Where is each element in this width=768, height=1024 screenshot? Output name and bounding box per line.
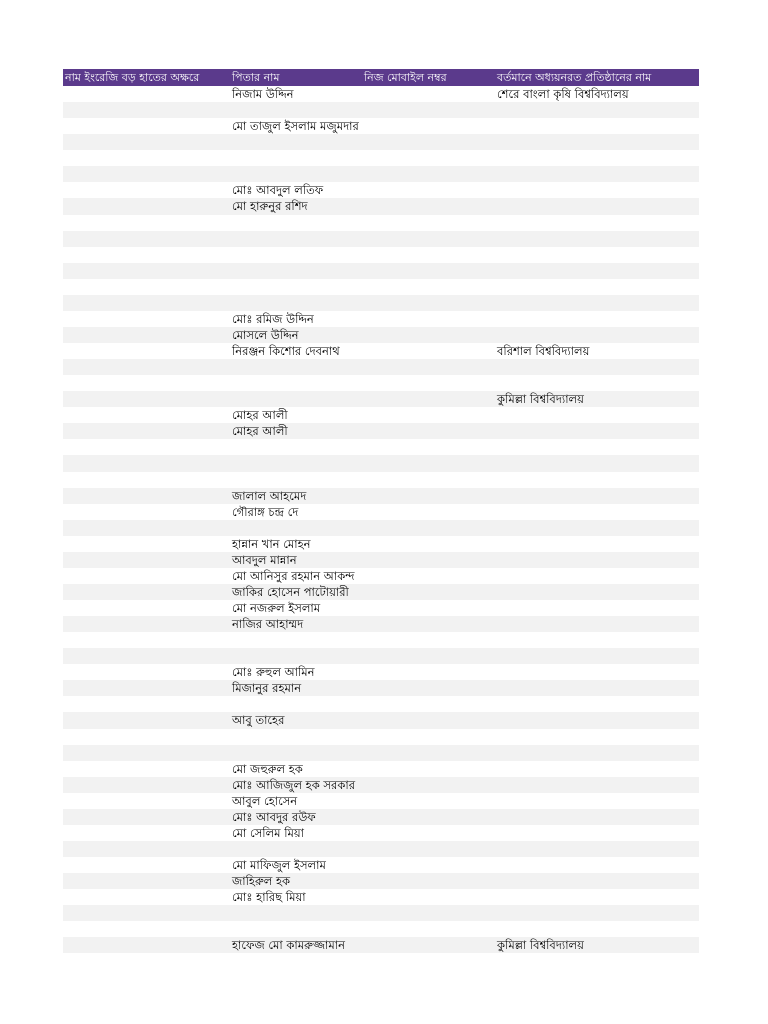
cell-father-name[interactable]: [230, 439, 362, 455]
cell-institution[interactable]: [495, 327, 699, 343]
cell-father-name[interactable]: হান্নান খান মোহন: [232, 536, 311, 551]
cell-father-name[interactable]: মোহর আলী: [232, 408, 288, 423]
cell-father-name[interactable]: [230, 247, 362, 263]
cell-institution[interactable]: [495, 215, 699, 231]
cell-institution[interactable]: [495, 889, 699, 905]
cell-father-name[interactable]: মো হারুনুর রশিদ: [232, 199, 308, 214]
cell-institution[interactable]: [495, 504, 699, 520]
cell-father-name[interactable]: মোহর আলী: [232, 424, 288, 439]
cell-institution[interactable]: [495, 455, 699, 471]
header-mobile-number[interactable]: নিজ মোবাইল নম্বর: [364, 71, 447, 84]
cell-mobile-number[interactable]: [362, 745, 495, 761]
cell-father-name[interactable]: মো আনিসুর রহমান আকন্দ: [232, 568, 355, 583]
cell-institution[interactable]: [495, 664, 699, 680]
cell-father-name[interactable]: [230, 520, 362, 536]
cell-mobile-number[interactable]: [362, 295, 495, 311]
table-row: [63, 423, 699, 439]
table-row: [63, 921, 699, 937]
cell-institution[interactable]: [495, 263, 699, 279]
cell-mobile-number[interactable]: [362, 504, 495, 520]
cell-mobile-number[interactable]: [362, 198, 495, 214]
cell-institution[interactable]: শেরে বাংলা কৃষি বিশ্ববিদ্যালয়: [497, 87, 629, 101]
cell-institution[interactable]: [495, 536, 699, 552]
cell-mobile-number[interactable]: [362, 231, 495, 247]
cell-father-name[interactable]: মো মাফিজুল ইসলাম: [232, 858, 326, 872]
table-row: [63, 118, 699, 134]
cell-mobile-number[interactable]: [362, 86, 495, 102]
cell-name-english[interactable]: [63, 616, 230, 632]
table-row: [63, 295, 699, 311]
cell-name-english[interactable]: [63, 311, 230, 327]
cell-institution[interactable]: [495, 680, 699, 696]
cell-institution[interactable]: [495, 439, 699, 455]
cell-mobile-number[interactable]: [362, 584, 495, 600]
table-row: [63, 134, 699, 150]
cell-mobile-number[interactable]: [362, 134, 495, 150]
cell-institution[interactable]: [495, 472, 699, 488]
cell-institution[interactable]: [495, 247, 699, 263]
cell-mobile-number[interactable]: [362, 552, 495, 568]
cell-institution[interactable]: [495, 423, 699, 439]
cell-name-english[interactable]: [63, 247, 230, 263]
cell-name-english[interactable]: [63, 343, 230, 359]
table-row: [63, 198, 699, 214]
cell-mobile-number[interactable]: [362, 439, 495, 455]
cell-father-name[interactable]: [230, 359, 362, 375]
cell-mobile-number[interactable]: [362, 375, 495, 391]
cell-institution[interactable]: [495, 696, 699, 712]
cell-name-english[interactable]: [63, 696, 230, 712]
cell-mobile-number[interactable]: [362, 600, 495, 616]
cell-mobile-number[interactable]: [362, 247, 495, 263]
cell-institution[interactable]: [495, 761, 699, 777]
cell-institution[interactable]: [495, 616, 699, 632]
table-row: [63, 327, 699, 343]
cell-mobile-number[interactable]: [362, 215, 495, 231]
cell-mobile-number[interactable]: [362, 327, 495, 343]
cell-institution[interactable]: কুমিল্লা বিশ্ববিদ্যালয়: [497, 392, 584, 407]
cell-father-name[interactable]: [230, 295, 362, 311]
table-row: [63, 102, 699, 118]
cell-mobile-number[interactable]: [362, 343, 495, 359]
cell-mobile-number[interactable]: [362, 118, 495, 134]
cell-mobile-number[interactable]: [362, 568, 495, 584]
cell-institution[interactable]: [495, 311, 699, 327]
cell-mobile-number[interactable]: [362, 472, 495, 488]
cell-name-english[interactable]: [63, 536, 230, 552]
cell-father-name[interactable]: [230, 102, 362, 118]
cell-mobile-number[interactable]: [362, 407, 495, 423]
cell-institution[interactable]: [495, 198, 699, 214]
cell-mobile-number[interactable]: [362, 680, 495, 696]
cell-mobile-number[interactable]: [362, 166, 495, 182]
cell-mobile-number[interactable]: [362, 793, 495, 809]
cell-father-name[interactable]: [230, 166, 362, 182]
cell-father-name[interactable]: মো তাজুল ইসলাম মজুমদার: [232, 119, 359, 134]
cell-father-name[interactable]: হাফেজ মো কামরুজ্জামান: [232, 938, 345, 953]
cell-father-name[interactable]: মোঃ আবদুল লতিফ: [232, 183, 324, 198]
cell-institution[interactable]: [495, 295, 699, 311]
cell-father-name[interactable]: [230, 150, 362, 166]
cell-institution[interactable]: [495, 231, 699, 247]
cell-mobile-number[interactable]: [362, 729, 495, 745]
table-row: [63, 215, 699, 231]
cell-name-english[interactable]: [63, 391, 230, 407]
cell-name-english[interactable]: [63, 472, 230, 488]
cell-name-english[interactable]: [63, 86, 230, 102]
cell-name-english[interactable]: [63, 102, 230, 118]
cell-institution[interactable]: [495, 712, 699, 728]
cell-name-english[interactable]: [63, 118, 230, 134]
table-row: [63, 552, 699, 568]
cell-mobile-number[interactable]: [362, 712, 495, 728]
cell-mobile-number[interactable]: [362, 905, 495, 921]
cell-institution[interactable]: কুমিল্লা বিশ্ববিদ্যালয়: [497, 938, 584, 953]
cell-father-name[interactable]: জাহিরুল হক: [232, 874, 291, 889]
cell-name-english[interactable]: [63, 455, 230, 471]
cell-father-name[interactable]: মো নজরুল ইসলাম: [232, 601, 321, 615]
table-row: [63, 889, 699, 905]
header-institution[interactable]: বর্তমানে অধ্যয়নরত প্রতিষ্ঠানের নাম: [497, 71, 652, 84]
table-row: [63, 311, 699, 327]
table-row: [63, 873, 699, 889]
cell-institution[interactable]: [495, 279, 699, 295]
table-row: [63, 375, 699, 391]
cell-name-english[interactable]: [63, 809, 230, 825]
cell-mobile-number[interactable]: [362, 632, 495, 648]
cell-institution[interactable]: [495, 359, 699, 375]
table-row: [63, 632, 699, 648]
cell-institution[interactable]: [495, 825, 699, 841]
cell-father-name[interactable]: [230, 648, 362, 664]
cell-institution[interactable]: বরিশাল বিশ্ববিদ্যালয়: [497, 344, 590, 358]
cell-institution[interactable]: [495, 407, 699, 423]
cell-name-english[interactable]: [63, 407, 230, 423]
cell-mobile-number[interactable]: [362, 359, 495, 375]
cell-father-name[interactable]: গৌরাঙ্গ চন্দ্র দে: [232, 504, 299, 519]
cell-name-english[interactable]: [63, 729, 230, 745]
cell-mobile-number[interactable]: [362, 536, 495, 552]
cell-name-english[interactable]: [63, 745, 230, 761]
cell-mobile-number[interactable]: [362, 520, 495, 536]
cell-mobile-number[interactable]: [362, 391, 495, 407]
cell-father-name[interactable]: [230, 745, 362, 761]
cell-mobile-number[interactable]: [362, 937, 495, 953]
cell-institution[interactable]: [495, 134, 699, 150]
cell-name-english[interactable]: [63, 215, 230, 231]
cell-institution[interactable]: [495, 793, 699, 809]
cell-father-name[interactable]: [230, 905, 362, 921]
cell-institution[interactable]: [495, 648, 699, 664]
table-row: [63, 407, 699, 423]
cell-father-name[interactable]: মো জহুরুল হক: [232, 761, 303, 776]
cell-mobile-number[interactable]: [362, 809, 495, 825]
table-row: [63, 439, 699, 455]
cell-mobile-number[interactable]: [362, 825, 495, 841]
table-row: [63, 455, 699, 471]
cell-father-name[interactable]: আবু তাহের: [232, 713, 285, 728]
cell-father-name[interactable]: আবদুল মান্নান: [232, 552, 297, 567]
table-row: [63, 472, 699, 488]
cell-father-name[interactable]: [230, 279, 362, 295]
table-row: [63, 247, 699, 263]
table-row: [63, 761, 699, 777]
cell-father-name[interactable]: আবুল হোসেন: [232, 793, 298, 808]
table-row: [63, 166, 699, 182]
table-row: [63, 182, 699, 198]
cell-father-name[interactable]: [230, 841, 362, 857]
cell-institution[interactable]: [495, 584, 699, 600]
cell-name-english[interactable]: [63, 439, 230, 455]
cell-institution[interactable]: [495, 118, 699, 134]
cell-father-name[interactable]: মোঃ রুহুল আমিন: [232, 665, 315, 680]
cell-institution[interactable]: [495, 488, 699, 504]
cell-name-english[interactable]: [63, 263, 230, 279]
cell-father-name[interactable]: [230, 231, 362, 247]
cell-name-english[interactable]: [63, 937, 230, 953]
cell-name-english[interactable]: [63, 327, 230, 343]
cell-mobile-number[interactable]: [362, 455, 495, 471]
table-row: [63, 520, 699, 536]
cell-institution[interactable]: [495, 552, 699, 568]
cell-name-english[interactable]: [63, 423, 230, 439]
table-row: [63, 696, 699, 712]
cell-mobile-number[interactable]: [362, 889, 495, 905]
header-name-english[interactable]: নাম ইংরেজি বড় হাতের অক্ষরে: [65, 71, 200, 84]
table-row: [63, 825, 699, 841]
cell-father-name[interactable]: মো সেলিম মিয়া: [232, 825, 304, 840]
spreadsheet-table: [63, 69, 699, 953]
cell-father-name[interactable]: [230, 921, 362, 937]
table-row: [63, 86, 699, 102]
table-body: [63, 86, 699, 953]
cell-mobile-number[interactable]: [362, 423, 495, 439]
cell-institution[interactable]: [495, 777, 699, 793]
table-row: [63, 584, 699, 600]
cell-father-name[interactable]: [230, 472, 362, 488]
cell-mobile-number[interactable]: [362, 648, 495, 664]
cell-name-english[interactable]: [63, 680, 230, 696]
table-row: [63, 809, 699, 825]
cell-name-english[interactable]: [63, 150, 230, 166]
cell-name-english[interactable]: [63, 568, 230, 584]
table-row: [63, 664, 699, 680]
cell-name-english[interactable]: [63, 182, 230, 198]
cell-name-english[interactable]: [63, 359, 230, 375]
cell-name-english[interactable]: [63, 375, 230, 391]
table-row: [63, 263, 699, 279]
cell-name-english[interactable]: [63, 793, 230, 809]
cell-mobile-number[interactable]: [362, 873, 495, 889]
cell-mobile-number[interactable]: [362, 102, 495, 118]
cell-name-english[interactable]: [63, 889, 230, 905]
cell-institution[interactable]: [495, 873, 699, 889]
table-row: [63, 777, 699, 793]
cell-mobile-number[interactable]: [362, 182, 495, 198]
cell-father-name[interactable]: [230, 215, 362, 231]
table-row: [63, 648, 699, 664]
table-row: [63, 150, 699, 166]
table-row: [63, 279, 699, 295]
cell-mobile-number[interactable]: [362, 664, 495, 680]
cell-name-english[interactable]: [63, 873, 230, 889]
cell-institution[interactable]: [495, 520, 699, 536]
table-row: [63, 391, 699, 407]
cell-institution[interactable]: [495, 857, 699, 873]
cell-institution[interactable]: [495, 166, 699, 182]
cell-mobile-number[interactable]: [362, 616, 495, 632]
cell-father-name[interactable]: [230, 632, 362, 648]
cell-name-english[interactable]: [63, 584, 230, 600]
cell-institution[interactable]: [495, 905, 699, 921]
cell-name-english[interactable]: [63, 520, 230, 536]
table-row: [63, 857, 699, 873]
cell-father-name[interactable]: মোঃ হারিছ মিয়া: [232, 890, 306, 905]
cell-father-name[interactable]: জাকির হোসেন পাটোয়ারী: [232, 584, 349, 599]
cell-mobile-number[interactable]: [362, 761, 495, 777]
cell-institution[interactable]: [495, 809, 699, 825]
cell-name-english[interactable]: [63, 777, 230, 793]
cell-name-english[interactable]: [63, 504, 230, 520]
table-row: [63, 536, 699, 552]
cell-father-name[interactable]: [230, 375, 362, 391]
cell-mobile-number[interactable]: [362, 696, 495, 712]
cell-institution[interactable]: [495, 600, 699, 616]
cell-father-name[interactable]: [230, 134, 362, 150]
cell-institution[interactable]: [495, 745, 699, 761]
cell-father-name[interactable]: মোঃ আবদুর রউফ: [232, 809, 316, 824]
cell-mobile-number[interactable]: [362, 279, 495, 295]
cell-father-name[interactable]: নাজির আহাম্মদ: [232, 617, 304, 632]
cell-name-english[interactable]: [63, 841, 230, 857]
table-row: [63, 488, 699, 504]
table-row: [63, 712, 699, 728]
cell-institution[interactable]: [495, 102, 699, 118]
cell-name-english[interactable]: [63, 600, 230, 616]
cell-mobile-number[interactable]: [362, 488, 495, 504]
table-row: [63, 937, 699, 953]
cell-name-english[interactable]: [63, 231, 230, 247]
cell-institution[interactable]: [495, 729, 699, 745]
cell-name-english[interactable]: [63, 198, 230, 214]
cell-name-english[interactable]: [63, 921, 230, 937]
cell-father-name[interactable]: মোঃ রমিজ উদ্দিন: [232, 311, 314, 326]
table-row: [63, 905, 699, 921]
cell-name-english[interactable]: [63, 761, 230, 777]
cell-name-english[interactable]: [63, 825, 230, 841]
cell-name-english[interactable]: [63, 712, 230, 728]
cell-name-english[interactable]: [63, 552, 230, 568]
cell-father-name[interactable]: [230, 455, 362, 471]
table-row: [63, 841, 699, 857]
cell-institution[interactable]: [495, 921, 699, 937]
cell-father-name[interactable]: মিজানুর রহমান: [232, 681, 302, 696]
cell-name-english[interactable]: [63, 134, 230, 150]
cell-mobile-number[interactable]: [362, 841, 495, 857]
table-row: [63, 504, 699, 520]
cell-mobile-number[interactable]: [362, 263, 495, 279]
cell-mobile-number[interactable]: [362, 311, 495, 327]
cell-name-english[interactable]: [63, 648, 230, 664]
table-row: [63, 600, 699, 616]
cell-father-name[interactable]: জালাল আহমেদ: [232, 488, 307, 503]
cell-name-english[interactable]: [63, 664, 230, 680]
cell-mobile-number[interactable]: [362, 921, 495, 937]
cell-father-name[interactable]: [230, 729, 362, 745]
table-row: [63, 745, 699, 761]
cell-name-english[interactable]: [63, 857, 230, 873]
cell-institution[interactable]: [495, 182, 699, 198]
header-father-name[interactable]: পিতার নাম: [232, 71, 280, 84]
cell-father-name[interactable]: নিজাম উদ্দিন: [232, 87, 294, 101]
table-header-row: [63, 69, 699, 86]
table-row: [63, 616, 699, 632]
cell-mobile-number[interactable]: [362, 857, 495, 873]
cell-father-name[interactable]: [230, 263, 362, 279]
cell-name-english[interactable]: [63, 295, 230, 311]
cell-institution[interactable]: [495, 841, 699, 857]
table-row: [63, 568, 699, 584]
cell-name-english[interactable]: [63, 279, 230, 295]
cell-father-name[interactable]: মোঃ আজিজুল হক সরকার: [232, 777, 356, 792]
cell-name-english[interactable]: [63, 166, 230, 182]
table-row: [63, 359, 699, 375]
cell-institution[interactable]: [495, 568, 699, 584]
cell-name-english[interactable]: [63, 488, 230, 504]
cell-father-name[interactable]: [230, 391, 362, 407]
cell-mobile-number[interactable]: [362, 777, 495, 793]
cell-name-english[interactable]: [63, 632, 230, 648]
cell-father-name[interactable]: মোসলে উদ্দিন: [232, 327, 299, 342]
table-row: [63, 680, 699, 696]
table-row: [63, 343, 699, 359]
cell-father-name[interactable]: নিরঞ্জন কিশোর দেবনাথ: [232, 344, 340, 358]
cell-institution[interactable]: [495, 150, 699, 166]
cell-institution[interactable]: [495, 375, 699, 391]
table-row: [63, 231, 699, 247]
cell-mobile-number[interactable]: [362, 150, 495, 166]
cell-institution[interactable]: [495, 632, 699, 648]
table-row: [63, 793, 699, 809]
cell-name-english[interactable]: [63, 905, 230, 921]
table-row: [63, 729, 699, 745]
cell-father-name[interactable]: [230, 696, 362, 712]
